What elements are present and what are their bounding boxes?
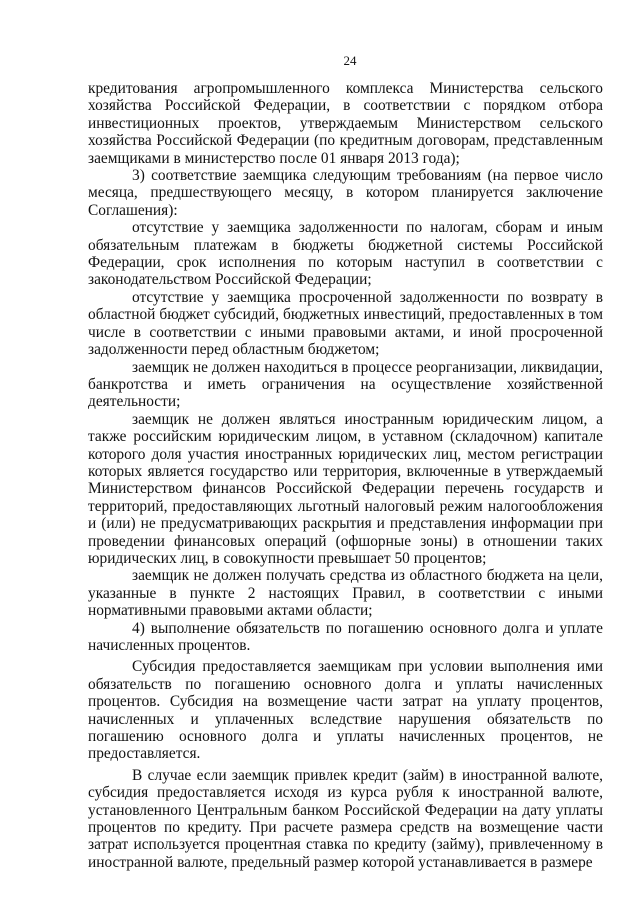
paragraph-no-tax-debt: отсутствие у заемщика задолженности по налогам, сборам и иным обязательным платежам в бюджеты бюджетной системы Российской Федерации, срок исполнения по которым наступил в соответствии с законодательством Российской Федерации; [88, 219, 603, 289]
document-body [88, 80, 603, 871]
paragraph-obligations: 4) выполнение обязательств по погашению основного долга и уплате начисленных процентов. [88, 619, 603, 654]
paragraph-credit-continuation: кредитования агропромышленного комплекса Министерства сельского хозяйства Российской Федерации, в соответствии с порядком отбора инвестиционных проектов, утверждаемым Министерством сельского хозяйства Российской Федерации (по кредитным договорам, представленным заемщиками в министерство после 01 января 2013 года); [88, 80, 603, 167]
paragraph-subsidy-conditions: Субсидия предоставляется заемщикам при условии выполнения ими обязательств по погашению основного долга и уплаты начисленных процентов. Субсидия на возмещение части затрат на уплату процентов, начисленных и уплаченных вследствие нарушения обязательств по погашению основного долга и уплаты начисленных процентов, не предоставляется. [88, 658, 603, 763]
page-number: 24 [343, 53, 357, 68]
paragraph-not-foreign-entity: заемщик не должен являться иностранным юридическим лицом, а также российским юридическим лицом, в уставном (складочном) капитале которого доля участия иностранных юридических лиц, местом регистрации которых является государство или территория, включенные в утверждаемый Министерством финансов Российской Федерации перечень государств и территорий, предоставляющих льготный налоговый режим налогообложения и (или) не предусматривающих раскрытия и представления информации при проведении финансовых операций (офшорные зоны) в отношении таких юридических лиц, в совокупности превышает 50 процентов; [88, 410, 603, 567]
paragraph-no-overdue-debt: отсутствие у заемщика просроченной задолженности по возврату в областной бюджет субсидий, бюджетных инвестиций, предоставленных в том числе в соответствии с иными правовыми актами, и иной просроченной задолженности перед областным бюджетом; [88, 288, 603, 359]
paragraph-foreign-currency: В случае если заемщик привлек кредит (займ) в иностранной валюте, субсидия предоставляется исходя из курса рубля к иностранной валюте, установленного Центральным банком Российской Федерации на дату уплаты процентов по кредиту. При расчете размера средств на возмещение части затрат используется процентная ставка по кредиту (займу), привлеченному в иностранной валюте, предельный размер которой устанавливается в размере [88, 766, 603, 871]
paragraph-borrower-requirements: 3) соответствие заемщика следующим требованиям (на первое число месяца, предшествующего месяцу, в котором планируется заключение Соглашения): [88, 167, 603, 219]
paragraph-no-liquidation: заемщик не должен находиться в процессе реорганизации, ликвидации, банкротства и иметь ограничения на осуществление хозяйственной деятельности; [88, 358, 603, 411]
paragraph-no-other-funds: заемщик не должен получать средства из областного бюджета на цели, указанные в пункте 2 настоящих Правил, в соответствии с иными нормативными правовыми актами области; [88, 567, 603, 620]
